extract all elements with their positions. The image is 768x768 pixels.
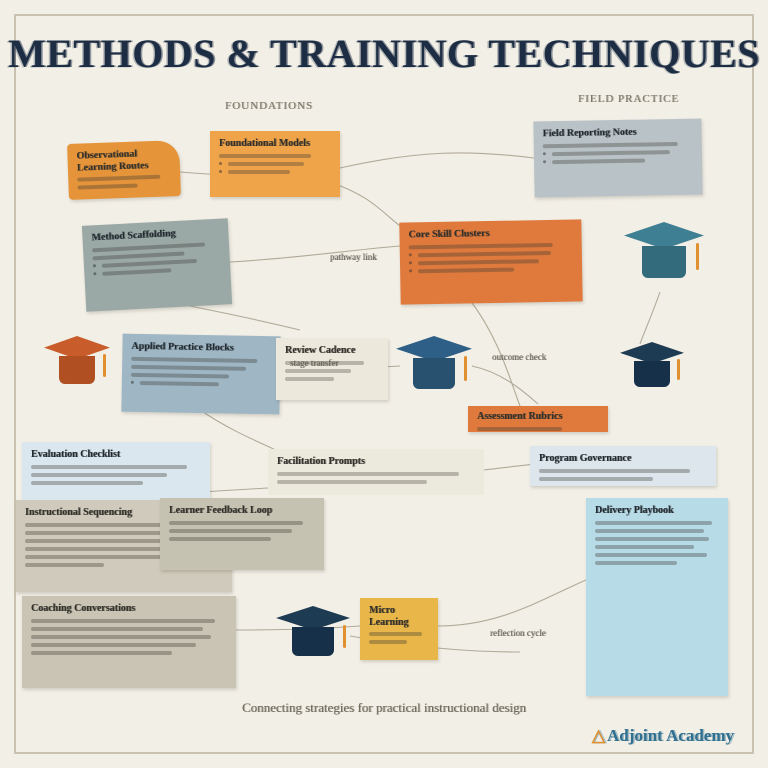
card-line — [169, 529, 292, 533]
card-line — [169, 537, 271, 541]
card-title: Coaching Conversations — [31, 603, 136, 614]
card-applied-practice-blocks[interactable] — [121, 334, 280, 415]
triangle-icon: △ — [591, 726, 605, 745]
card-bullet — [409, 258, 573, 265]
card-line — [539, 469, 690, 473]
card-line — [131, 364, 246, 370]
card-bullet — [409, 250, 573, 257]
card-line — [277, 472, 459, 476]
card-delivery-playbook[interactable] — [586, 498, 728, 696]
card-line — [219, 154, 311, 158]
card-evaluation-checklist[interactable] — [22, 442, 210, 500]
footer-caption: Connecting strategies for practical instructional design — [241, 700, 527, 715]
annotation-reflection-cycle: reflection cycle — [490, 628, 546, 638]
card-core-skill-clusters[interactable] — [399, 219, 582, 304]
card-title: Assessment Rubrics — [477, 411, 563, 422]
card-line — [477, 427, 562, 431]
card-micro-learning[interactable] — [360, 598, 438, 660]
card-title: Learner Feedback Loop — [169, 505, 273, 516]
card-line — [77, 175, 160, 182]
graduation-cap-icon — [396, 336, 472, 402]
card-bullet — [219, 162, 331, 166]
card-line — [595, 553, 707, 557]
card-bullet — [543, 149, 693, 156]
card-title: Observational Learning Routes — [76, 148, 149, 174]
card-line — [131, 356, 257, 362]
card-bullet — [543, 157, 693, 164]
card-line — [369, 640, 407, 644]
card-program-governance[interactable] — [530, 446, 716, 486]
card-line — [31, 643, 196, 647]
graduation-cap-icon — [624, 222, 704, 292]
annotation-outcome-check: outcome check — [492, 352, 547, 362]
card-title: Applied Practice Blocks — [131, 340, 234, 354]
card-line — [595, 545, 694, 549]
card-title: Review Cadence — [285, 345, 356, 356]
card-title: Field Reporting Notes — [542, 126, 637, 140]
graduation-cap-icon — [276, 606, 350, 668]
card-line — [543, 141, 678, 147]
card-line — [131, 372, 229, 378]
card-foundational-models[interactable] — [210, 131, 340, 197]
card-assessment-rubrics[interactable] — [468, 406, 608, 432]
card-title: Delivery Playbook — [595, 505, 674, 516]
card-line — [31, 651, 172, 655]
card-line — [92, 251, 184, 260]
annotation-stage-transfer: stage transfer — [290, 358, 339, 368]
page-title: METHODS & TRAINING TECHNIQUES — [7, 31, 761, 76]
card-line — [31, 627, 203, 631]
card-facilitation-prompts[interactable] — [268, 449, 484, 495]
card-line — [169, 521, 303, 525]
card-line — [539, 477, 653, 481]
card-coaching-conversations[interactable] — [22, 596, 236, 688]
card-line — [78, 184, 138, 190]
card-title: Program Governance — [539, 453, 632, 464]
card-line — [595, 561, 677, 565]
card-learner-feedback-loop[interactable] — [160, 498, 324, 570]
card-line — [595, 521, 712, 525]
card-line — [31, 465, 187, 469]
card-line — [285, 377, 334, 381]
brand-logo — [592, 726, 734, 746]
card-line — [595, 537, 709, 541]
card-line — [31, 619, 215, 623]
card-title: Micro Learning — [369, 605, 409, 628]
card-method-scaffolding[interactable] — [82, 218, 232, 312]
card-title: Facilitation Prompts — [277, 456, 365, 467]
card-line — [277, 480, 427, 484]
card-line — [31, 473, 167, 477]
card-title: Foundational Models — [219, 138, 310, 149]
card-line — [25, 563, 104, 567]
card-line — [595, 529, 704, 533]
card-line — [369, 632, 422, 636]
card-observational-learning[interactable] — [67, 140, 181, 200]
graduation-cap-icon — [44, 336, 110, 396]
card-bullet — [131, 380, 271, 386]
graduation-cap-icon — [620, 342, 684, 398]
card-line — [92, 242, 205, 252]
card-line — [31, 481, 143, 485]
annotation-pathway-link: pathway link — [330, 252, 377, 262]
card-bullet — [219, 170, 331, 174]
brand-label: Adjoint Academy — [606, 726, 734, 745]
card-title: Method Scaffolding — [91, 227, 176, 244]
card-field-reporting-notes[interactable] — [533, 119, 702, 198]
card-line — [25, 555, 179, 559]
card-line — [31, 635, 211, 639]
card-title: Evaluation Checklist — [31, 449, 121, 460]
section-header-foundations: FOUNDATIONS — [225, 100, 314, 112]
card-title: Core Skill Clusters — [408, 228, 490, 241]
card-bullet — [409, 266, 573, 273]
section-header-field-practice: FIELD PRACTICE — [578, 93, 680, 105]
card-title: Instructional Sequencing — [25, 507, 132, 518]
card-line — [409, 242, 553, 249]
